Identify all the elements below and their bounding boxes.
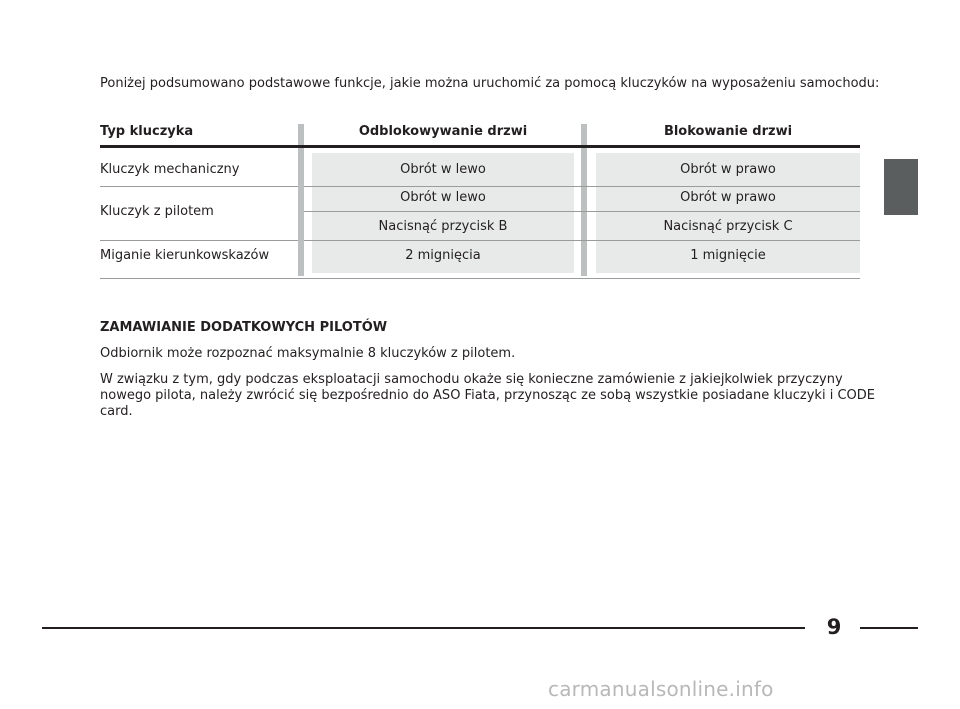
- footer-rule: [42, 627, 805, 629]
- header-key-type: Typ kluczyka: [100, 124, 194, 139]
- watermark: carmanualsonline.info: [548, 677, 774, 701]
- header-rule: [100, 145, 860, 148]
- cell-lock: Nacisnąć przycisk C: [663, 219, 793, 234]
- table-bottom-rule: [100, 278, 860, 279]
- cell-lock: Obrót w prawo: [680, 162, 776, 177]
- section-title: ZAMAWIANIE DODATKOWYCH PILOTÓW: [100, 320, 388, 335]
- cell-key-type: Miganie kierunkowskazów: [100, 248, 270, 263]
- cell-lock: Obrót w prawo: [680, 190, 776, 205]
- cell-unlock: Nacisnąć przycisk B: [378, 219, 508, 234]
- key-functions-table: [100, 120, 860, 290]
- paragraph: W związku z tym, gdy podczas eksploatacji samochodu okaże się konieczne zamówienie z jakiejkolwiek przyczyny nowego pilota, należy zwrócić się bezpośrednio do ASO Fiata, przynosząc ze sobą wszystkie posiadane kluczyki i CODE card.: [100, 372, 875, 419]
- header-unlock: Odblokowywanie drzwi: [358, 124, 528, 139]
- cell-unlock: Obrót w lewo: [400, 162, 486, 177]
- chapter-tab: [884, 159, 918, 215]
- row-divider: [304, 240, 860, 241]
- row-divider: [100, 240, 298, 241]
- row-divider: [304, 186, 860, 187]
- cell-lock: 1 mignięcie: [690, 248, 766, 263]
- cell-key-type: Kluczyk z pilotem: [100, 204, 214, 219]
- cell-key-type: Kluczyk mechaniczny: [100, 162, 240, 177]
- header-lock: Blokowanie drzwi: [663, 124, 793, 139]
- row-divider: [100, 186, 298, 187]
- intro-text: Poniżej podsumowano podstawowe funkcje, jakie można uruchomić za pomocą kluczyków na wyposażeniu samochodu:: [100, 76, 880, 91]
- page-number: 9: [826, 615, 842, 639]
- row-divider: [304, 211, 860, 212]
- cell-unlock: Obrót w lewo: [400, 190, 486, 205]
- footer-rule: [860, 627, 918, 629]
- paragraph: Odbiornik może rozpoznać maksymalnie 8 kluczyków z pilotem.: [100, 346, 516, 361]
- cell-unlock: 2 mignięcia: [405, 248, 481, 263]
